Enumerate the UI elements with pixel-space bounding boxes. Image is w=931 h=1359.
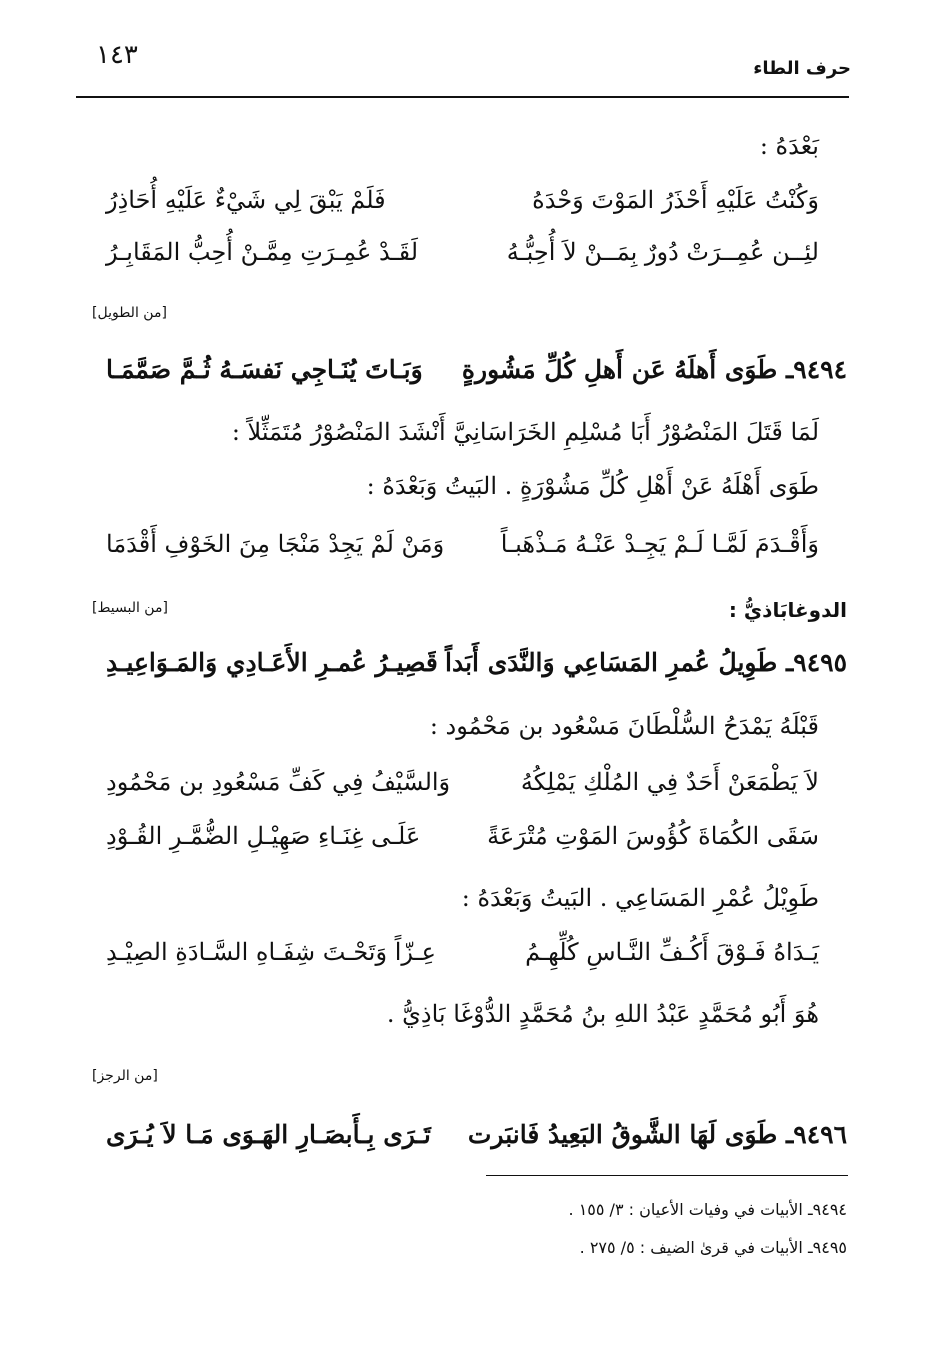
prose-line: هُوَ أَبُو مُحَمَّدٍ عَبْدُ اللهِ بنُ مُحَمَّدٍ الدُّوْغَا بَاذِيُّ . [386,1000,819,1028]
footnote-rule [486,1175,848,1176]
poet-attribution: الدوغابَاذيُّ : [728,598,847,622]
verse-first-hemistich: وَكُنْتُ عَلَيْهِ أَحْذَرُ المَوْتَ وَحْدَهُ [532,186,819,214]
entry-verse-second: قَصِيـرُ عُمـرِ الأَعَـادِي وَالمَـوَاعِيـدِ [106,648,438,677]
prose-line: قَبْلَهُ يَمْدَحُ السُّلْطَانَ مَسْعُود بن مَحْمُود : [429,712,819,740]
verse-first-hemistich: لئِــن عُمِــرَتْ دُورٌ بِمَــنْ لاَ أُحِبُّـهُ [506,238,819,266]
prose-line: لَمَا قَتَلَ المَنْصُوْرُ أَبَا مُسْلِمِ الخَرَاسَانِيَّ أَنْشَدَ المَنْصُوْرُ مُتَمَثِّلاً : [231,418,819,446]
verse-first-hemistich: لاَ يَطْمَعَنْ أَحَدٌ فِي المُلْكِ يَمْلِكُهُ [520,768,819,796]
verse-second-hemistich: وَمَنْ لَمْ يَجِدْ مَنْجَا مِنَ الخَوْفِ أَقْدَمَا [106,530,445,558]
entry-verse-first: ٩٤٩٦ـ طَوَى لَهَا الشَّوقُ البَعِيدُ فَانبَرت [467,1120,847,1149]
entry-verse-second: وَبَـاتَ يُنَـاجِي نَفسَـهُ ثُـمَّ صَمَّمَـا [106,355,423,384]
verse-second-hemistich: لَقَـدْ عُمِـرَتِ مِمَّـنْ أُحِبُّ المَقَابِـرُ [106,238,419,266]
meter-label: [من الرجز] [92,1068,158,1084]
chapter-title: حرف الطاء [753,58,851,79]
verse-second-hemistich: فَلَمْ يَبْقَ لِي شَيْءٌ عَلَيْهِ أُحَاذِرُ [106,186,386,214]
prose-line: طَوَى أَهْلَهُ عَنْ أَهْلِ كُلِّ مَشُوْرَةٍ . البَيتُ وَبَعْدَهُ : [366,472,819,500]
prose-line: طَوِيْلُ عُمْرِ المَسَاعِي . البَيتُ وَبَعْدَهُ : [461,884,819,912]
entry-verse-first: ٩٤٩٤ـ طَوَى أَهلَهُ عَن أَهلِ كُلِّ مَشُورةٍ [461,355,847,384]
meter-label: [من الطويل] [92,305,167,321]
footnote: ٩٤٩٥ـ الأبيات في قرىٰ الضيف : ٥/ ٢٧٥ . [579,1238,847,1257]
intro-line: بَعْدَهُ : [759,132,819,160]
header-rule [76,96,849,98]
verse-second-hemistich: عِـزّاً وَتَحْـتَ شِفَـاهِ السَّـادَةِ الصِيْـدِ [106,938,436,966]
verse-second-hemistich: عَلَـى غِنَـاءِ صَهِيْـلِ الضُّمَّـرِ القُـوْدِ [106,822,421,850]
entry-verse-second: تَـرَى بِـأَبصَـارِ الهَـوَى مَـا لاَ يُـرَى [106,1120,431,1149]
footnote: ٩٤٩٤ـ الأبيات في وفيات الأعيان : ٣/ ١٥٥ . [568,1200,847,1219]
verse-first-hemistich: يَـدَاهُ فَـوْقَ أَكُـفِّ النَّـاسِ كُلِّهِـمُ [525,938,819,966]
verse-first-hemistich: سَقَى الكُمَاةَ كُؤُوسَ المَوْتِ مُتْرَعَةً [487,822,819,850]
verse-first-hemistich: وَأَقْـدَمَ لَمَّـا لَـمْ يَجِـدْ عَنْـهُ مَـذْهَبـاً [500,530,819,558]
entry-verse-first: ٩٤٩٥ـ طَوِيلُ عُمرِ المَسَاعِي وَالنَّدَى أَبَداً [445,648,847,677]
verse-second-hemistich: وَالسَّيْفُ فِي كَفِّ مَسْعُودِ بن مَحْمُودِ [106,768,451,796]
meter-label: [من البسيط] [92,600,168,616]
page-number: ١٤٣ [96,40,138,70]
